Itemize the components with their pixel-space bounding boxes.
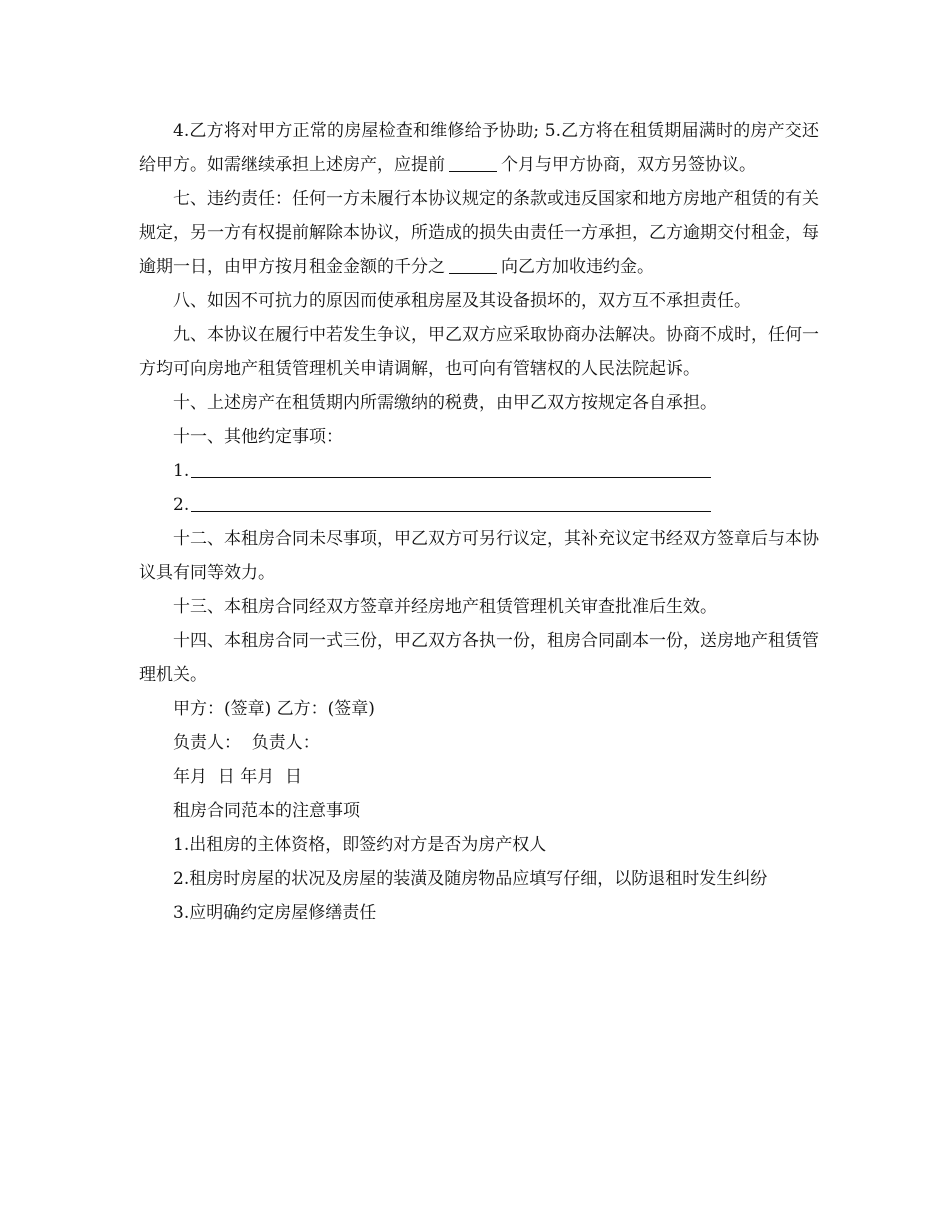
- signature-persons: 负责人： 负责人：: [173, 733, 320, 753]
- paragraph-force-majeure: 八、如因不可抗力的原因而使承租房屋及其设备损坏的，双方互不承担责任。: [173, 291, 751, 311]
- paragraph-disputes: 九、本协议在履行中若发生争议，甲乙双方应采取协商办法解决。协商不成时，任何一方均可向房地产租赁管理机关申请调解，也可向有管辖权的人民法院起诉。: [139, 325, 819, 379]
- notes-title: 租房合同范本的注意事项: [173, 801, 360, 821]
- months-blank: [449, 153, 497, 172]
- document-body: [139, 114, 819, 930]
- other-matter-item-1-number: 1.: [173, 461, 190, 481]
- other-matter-item-1-blank: [191, 457, 711, 478]
- note-item-2: 2.租房时房屋的状况及房屋的装潢及随房物品应填写仔细，以防退租时发生纠纷: [173, 869, 768, 889]
- paragraph-items-4-5-text-a: 4.乙方将对甲方正常的房屋检查和维修给予协助; 5.乙方将在租赁期届满时的房产交还给甲方。如需继续承担上述房产，应提前: [139, 121, 819, 175]
- penalty-rate-blank: [449, 255, 497, 274]
- signature-parties: 甲方：(签章) 乙方：(签章): [173, 699, 375, 719]
- paragraph-breach-liability-text-b: 向乙方加收违约金。: [501, 257, 654, 277]
- note-item-3: 3.应明确约定房屋修缮责任: [173, 903, 377, 923]
- signature-dates: 年月 日 年月 日: [173, 767, 303, 787]
- other-matter-item-2: [139, 488, 819, 522]
- paragraph-effectiveness: 十三、本租房合同经双方签章并经房地产租赁管理机关审查批准后生效。: [173, 597, 717, 617]
- paragraph-breach-liability: [139, 182, 819, 284]
- paragraph-supplementary: 十二、本租房合同未尽事项，甲乙双方可另行议定，其补充议定书经双方签章后与本协议具有同等效力。: [139, 529, 819, 583]
- paragraph-copies: 十四、本租房合同一式三份，甲乙双方各执一份，租房合同副本一份，送房地产租赁管理机关。: [139, 631, 819, 685]
- note-item-1: 1.出租房的主体资格，即签约对方是否为房产权人: [173, 835, 547, 855]
- other-matter-item-1: [139, 454, 819, 488]
- paragraph-breach-liability-text-a: 七、违约责任：任何一方未履行本协议规定的条款或违反国家和地方房地产租赁的有关规定，另一方有权提前解除本协议，所造成的损失由责任一方承担，乙方逾期交付租金，每逾期一日，由甲方按月租金金额的千分之: [139, 189, 819, 277]
- paragraph-taxes: 十、上述房产在租赁期内所需缴纳的税费，由甲乙双方按规定各自承担。: [173, 393, 717, 413]
- paragraph-other-matters: 十一、其他约定事项：: [173, 427, 343, 447]
- paragraph-items-4-5: [139, 114, 819, 182]
- other-matter-item-2-number: 2.: [173, 495, 190, 515]
- other-matter-item-2-blank: [191, 491, 711, 512]
- paragraph-items-4-5-text-b: 个月与甲方协商，双方另签协议。: [501, 155, 756, 175]
